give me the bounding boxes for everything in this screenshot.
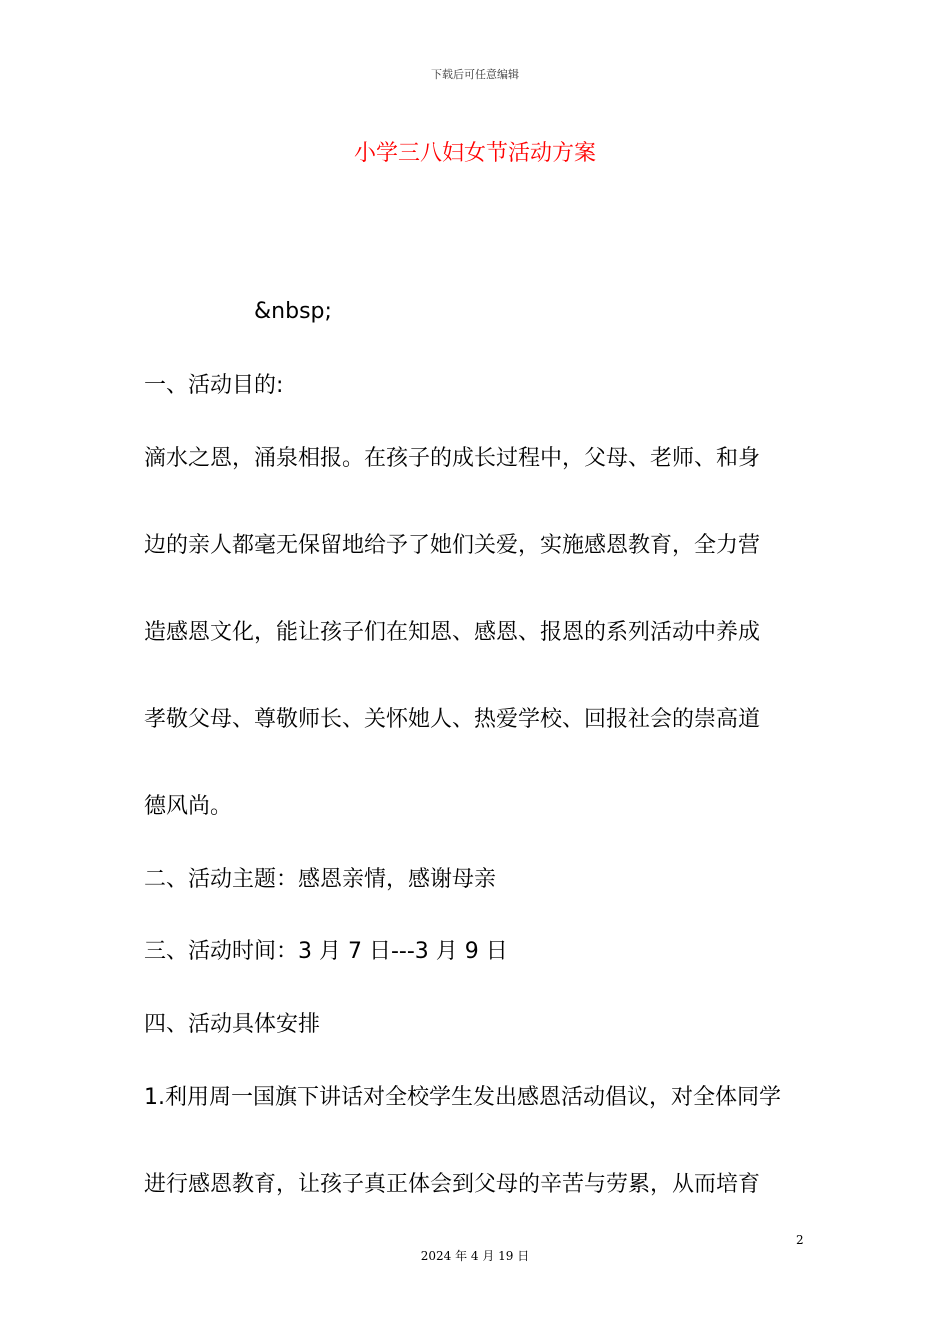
footer-date: 2024 年 4 月 19 日 — [420, 1249, 530, 1263]
paragraph-line: 边的亲人都毫无保留地给予了她们关爱，实施感恩教育，全力营 — [144, 533, 761, 558]
section-heading-purpose: 一、活动目的: — [144, 373, 284, 398]
section-heading-arrangement: 四、活动具体安排 — [144, 1012, 321, 1037]
paragraph-line: 进行感恩教育，让孩子真正体会到父母的辛苦与劳累，从而培育 — [144, 1172, 761, 1197]
page-number: 2 — [796, 1233, 804, 1247]
paragraph-line: 孝敬父母、尊敬师长、关怀她人、热爱学校、回报社会的崇高道 — [144, 707, 761, 732]
paragraph-line: 1.利用周一国旗下讲话对全校学生发出感恩活动倡议，对全体同学 — [144, 1085, 781, 1110]
paragraph-line: 德风尚。 — [144, 794, 233, 819]
section-heading-theme: 二、活动主题：感恩亲情，感谢母亲 — [144, 867, 497, 892]
paragraph-line: 造感恩文化，能让孩子们在知恩、感恩、报恩的系列活动中养成 — [144, 620, 761, 645]
nbsp-text: &nbsp; — [254, 299, 332, 324]
section-heading-time: 三、活动时间：3 月 7 日---3 月 9 日 — [144, 939, 508, 964]
document-title: 小学三八妇女节活动方案 — [353, 141, 596, 166]
header-note: 下载后可任意编辑 — [431, 68, 519, 81]
paragraph-line: 滴水之恩，涌泉相报。在孩子的成长过程中，父母、老师、和身 — [144, 446, 761, 471]
